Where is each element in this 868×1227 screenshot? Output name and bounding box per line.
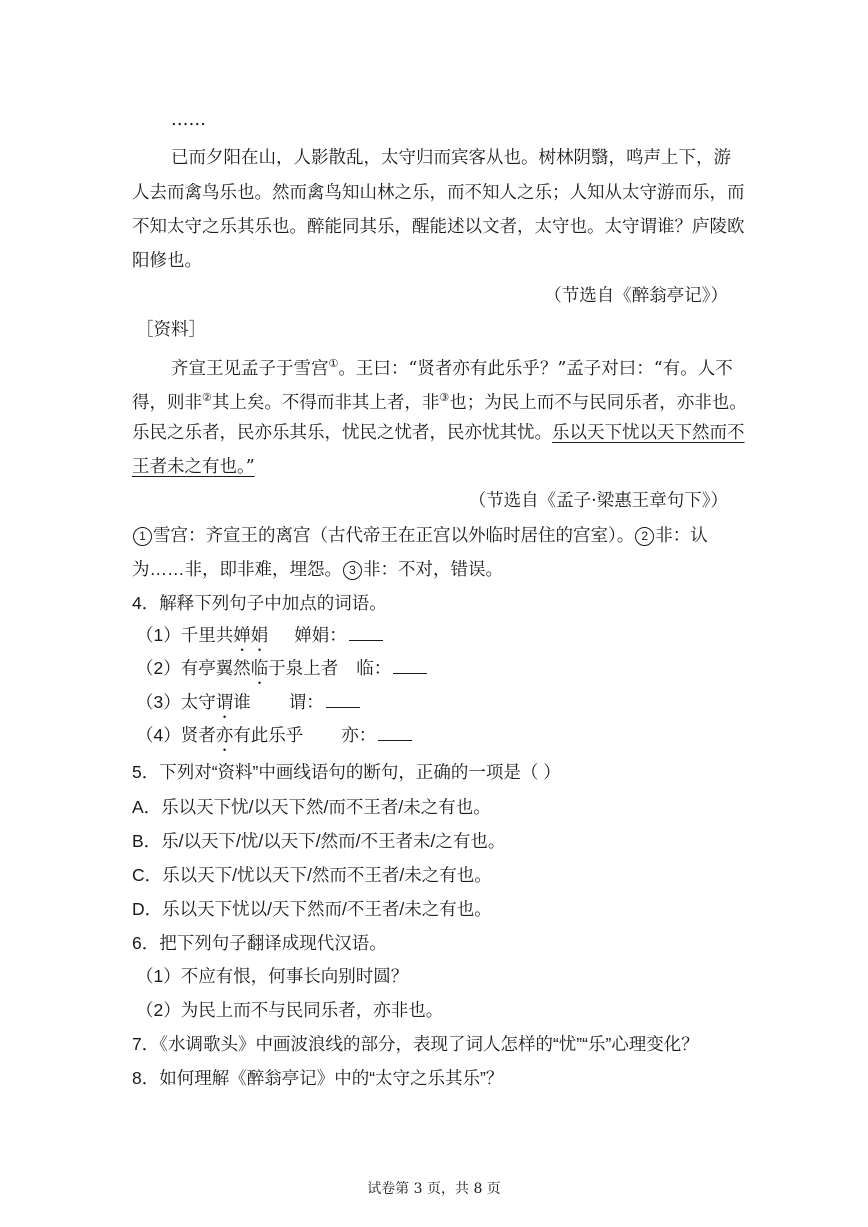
answer-blank[interactable] [349, 624, 383, 641]
question-7: 7．《水调歌头》中画波浪线的部分，表现了词人怎样的“忧”“乐”心理变化？ [132, 1034, 699, 1054]
page-footer: 试卷第 3 页，共 8 页 [367, 1181, 501, 1197]
item-text: 有此乐乎 [233, 725, 304, 745]
item-target: 谓： [288, 692, 324, 712]
question-4-item-2 [136, 656, 748, 680]
notes-line-1 [132, 523, 748, 547]
material-line-1 [171, 352, 748, 379]
material-label: ［资料］ [136, 320, 206, 340]
ellipsis: …… [171, 110, 206, 130]
question-6-item-1: （1）不应有恨，何事长向别时圆？ [136, 966, 409, 986]
dotted-word: 谓 [215, 692, 234, 712]
dotted-word: 临 [250, 658, 269, 678]
question-4-item-3 [136, 690, 748, 714]
option-c[interactable]: C．乐以天下/忧以天下/然而不王者/未之有也。 [132, 865, 492, 885]
material-line-2 [132, 386, 748, 413]
material-text: 。王曰：“贤者亦有此乐乎？”孟子对曰：“有。人不 [338, 359, 733, 379]
material-line-3 [132, 421, 748, 445]
question-6-item-2: （2）为民上而不与民同乐者，亦非也。 [136, 1000, 444, 1020]
passage-line-4: 阳修也。 [132, 251, 202, 271]
question-6-title: 6．把下列句子翻译成现代汉语。 [132, 933, 387, 953]
item-text: （1）千里共 [136, 625, 234, 645]
note-number-2: 2 [635, 527, 654, 546]
passage-line-2: 人去而禽鸟乐也。然而禽鸟知山林之乐，而不知人之乐；人知从太守游而乐，而 [132, 183, 745, 203]
answer-blank[interactable] [393, 657, 427, 674]
question-4-item-4 [136, 723, 748, 747]
material-text: 也；为民上而不与民同乐者，亦非也。 [449, 393, 747, 413]
material-text: 乐民之乐者，民亦乐其乐，忧民之忧者，民亦忧其忧。 [132, 423, 552, 443]
material-text: 其上矣。不得而非其上者，非 [211, 393, 440, 413]
material-text: 得，则非 [132, 393, 202, 413]
item-text: （2）有亭翼然 [136, 658, 251, 678]
item-target: 亦： [341, 725, 377, 745]
material-text: 齐宣王见孟子于雪宫 [171, 359, 329, 379]
material-line-4 [132, 455, 748, 479]
note-text-3: 非：不对，错误。 [363, 559, 503, 579]
note-number-1: 1 [133, 527, 152, 546]
item-target: 婵娟： [294, 625, 347, 645]
footnote-marker-1: ① [328, 357, 339, 370]
passage-line-3: 不知太守之乐其乐也。醉能同其乐，醒能述以文者，太守也。太守谓谁？庐陵欧 [132, 217, 745, 237]
dotted-word: 婵娟 [233, 625, 269, 645]
note-text-2: 非：认 [655, 525, 708, 545]
item-text: 谁 [233, 692, 251, 712]
notes-line-2 [132, 557, 748, 581]
question-4-title: 4．解释下列句子中加点的词语。 [132, 593, 387, 613]
note-text-2-cont: 为……非，即非难，埋怨。 [132, 559, 342, 579]
passage-source: （节选自《醉翁亭记》） [544, 286, 728, 306]
option-a[interactable]: A．乐以天下忧/以天下然/而不王者/未之有也。 [132, 797, 491, 817]
item-target: 临： [356, 658, 392, 678]
question-4-item-1 [136, 623, 748, 647]
question-5-title: 5．下列对“资料”中画线语句的断句，正确的一项是（ ） [132, 762, 561, 782]
footnote-marker-2: ② [202, 391, 212, 404]
note-number-3: 3 [343, 561, 362, 580]
answer-blank[interactable] [326, 691, 360, 708]
note-text-1: 雪宫：齐宣王的离宫（古代帝王在正宫以外临时居住的宫室）。 [153, 525, 635, 545]
item-text: （4）贤者 [136, 725, 216, 745]
footnote-marker-3: ③ [439, 391, 450, 404]
material-source: （节选自《孟子·梁惠王章句下》） [468, 491, 728, 511]
dotted-word: 亦 [215, 725, 234, 745]
item-text: 于泉上者 [268, 658, 339, 678]
answer-blank[interactable] [378, 724, 412, 741]
option-b[interactable]: B．乐/以天下/忧/以天下/然而/不王者未/之有也。 [132, 831, 506, 851]
item-text: （3）太守 [136, 692, 216, 712]
underlined-sentence: 乐以天下忧以天下然而不 [552, 423, 745, 443]
option-d[interactable]: D．乐以天下忧以/天下然而/不王者/未之有也。 [132, 899, 492, 919]
passage-line-1: 已而夕阳在山，人影散乱，太守归而宾客从也。树林阴翳，鸣声上下，游 [171, 148, 731, 168]
question-8: 8．如何理解《醉翁亭记》中的“太守之乐其乐”？ [132, 1068, 504, 1088]
underlined-sentence: 王者未之有也。” [132, 457, 255, 477]
